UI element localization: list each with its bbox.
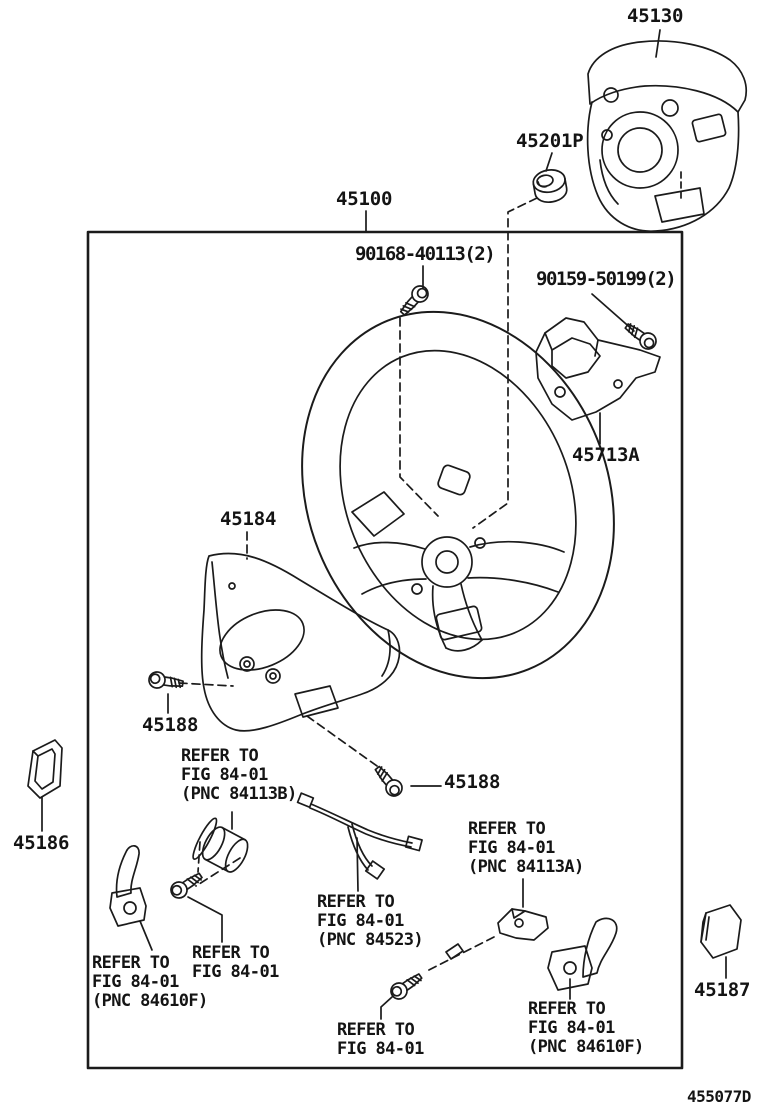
refer-line: FIG 84-01 (528, 1018, 615, 1038)
part-label-45130: 45130 (627, 5, 684, 27)
wire-84523-art (298, 793, 422, 879)
bracket-45713a-art (536, 318, 660, 420)
refer-pnc: (PNC 84523) (317, 930, 423, 950)
part-label-45188-left: 45188 (142, 714, 199, 736)
steering-wheel-art (248, 264, 667, 725)
part-label-45713a: 45713A (572, 444, 640, 466)
refer-line: FIG 84-01 (92, 972, 179, 992)
refer-line: REFER TO (92, 953, 170, 973)
part-label-45187: 45187 (694, 979, 751, 1001)
part-label-90168-40113: 90168-40113(2) (355, 243, 495, 265)
refer-pnc: (PNC 84113B) (181, 784, 297, 804)
refer-note-84113b (181, 747, 297, 804)
refer-line: REFER TO (337, 1020, 415, 1040)
part-label-45188-right: 45188 (444, 771, 501, 793)
airbag-module-art (588, 41, 747, 231)
refer-line: FIG 84-01 (468, 838, 555, 858)
screw-mid-art (168, 869, 205, 901)
refer-line: REFER TO (468, 819, 546, 839)
cover-45184-art (202, 553, 400, 730)
part-label-45184: 45184 (220, 508, 277, 530)
part-label-45186: 45186 (13, 832, 70, 854)
refer-pnc: (PNC 84113A) (468, 857, 584, 877)
lever-right-art (548, 918, 617, 990)
refer-note-bottom (337, 1021, 424, 1059)
refer-note-84610f-left (92, 954, 208, 1011)
refer-line: FIG 84-01 (181, 765, 268, 785)
cap-45187-art (701, 905, 741, 958)
screw-bottom-art (388, 970, 425, 1003)
screw-45188-right-art (371, 763, 405, 799)
refer-pnc: (PNC 84610F) (92, 991, 208, 1011)
plate-45186-art (28, 740, 62, 798)
lever-left-art (110, 846, 146, 926)
refer-note-84523 (317, 893, 423, 950)
refer-note-84610f-right (528, 1000, 644, 1057)
refer-line: FIG 84-01 (337, 1039, 424, 1059)
refer-pnc: (PNC 84610F) (528, 1037, 644, 1057)
refer-line: REFER TO (317, 892, 395, 912)
part-label-45100: 45100 (336, 188, 393, 210)
refer-line: REFER TO (192, 943, 270, 963)
figure-code: 455077D (687, 1087, 751, 1106)
part-label-90159-50199: 90159-50199(2) (536, 268, 676, 290)
screw-45188-left-art (148, 671, 184, 692)
refer-line: FIG 84-01 (192, 962, 279, 982)
refer-note-84113a (468, 820, 584, 877)
bracket-84113a-art (446, 909, 548, 959)
refer-line: FIG 84-01 (317, 911, 404, 931)
horn-nut-art (531, 167, 568, 204)
refer-line: REFER TO (181, 746, 259, 766)
part-label-45201p: 45201P (516, 130, 584, 152)
refer-line: REFER TO (528, 999, 606, 1019)
